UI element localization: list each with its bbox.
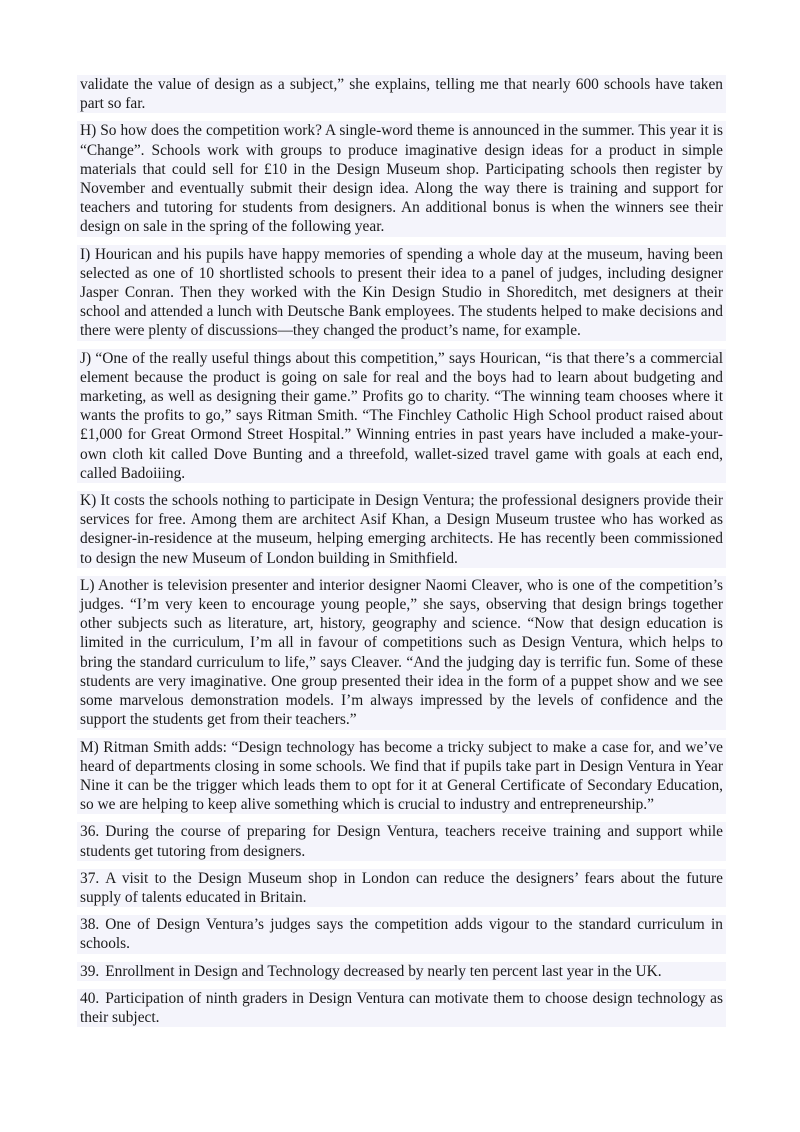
question-40 — [77, 989, 726, 1027]
paragraph-l: L) Another is television presenter and interior designer Naomi Cleaver, who is one of the competition’s judges. “I’m very keen to encourage young people,” she says, observing that design brings together other subjects such as literature, art, history, geography and science. “Now that design education is limited in the curriculum, I’m all in favour of competitions such as Design Ventura, which helps to bring the standard curriculum to life,” says Cleaver. “And the judging day is terrific fun. Some of these students are very imaginative. One group presented their idea in the form of a puppet show and we see some marvelous demonstration models. I’m always impressed by the levels of confidence and the support the students get from their teachers.” — [77, 576, 726, 730]
paragraph-h: H) So how does the competition work? A single-word theme is announced in the summer. This year it is “Change”. Schools work with groups to produce imaginative design ideas for a product in simple materials that could sell for £10 in the Design Museum shop. Participating schools then register by November and eventually submit their design idea. Along the way there is training and support for teachers and tutoring for students from designers. An additional bonus is when the winners see their design on sale in the spring of the following year. — [77, 121, 726, 236]
paragraph-m: M) Ritman Smith adds: “Design technology has become a tricky subject to make a case for, and we’ve heard of departments closing in some schools. We find that if pupils take part in Design Ventura in Year Nine it can be the trigger which leads them to opt for it at General Certificate of Secondary Education, so we are helping to keep alive something which is crucial to industry and entrepreneurship.” — [77, 738, 726, 815]
question-36 — [77, 822, 726, 860]
question-text: During the course of preparing for Design Ventura, teachers receive training and support while students get tutoring from designers. — [80, 823, 723, 860]
question-number: 39. — [80, 962, 100, 980]
paragraph-k: K) It costs the schools nothing to participate in Design Ventura; the professional designers provide their services for free. Among them are architect Asif Khan, a Design Museum trustee who has worked as designer-in-residence at the museum, helping emerging architects. He has recently been commissioned to design the new Museum of London building in Smithfield. — [77, 491, 726, 568]
question-number: 37. — [80, 869, 100, 887]
question-text: Enrollment in Design and Technology decreased by nearly ten percent last year in the UK. — [105, 962, 662, 980]
question-37 — [77, 869, 726, 907]
question-text: Participation of ninth graders in Design Ventura can motivate them to choose design technology as their subject. — [80, 989, 723, 1026]
question-number: 40. — [80, 989, 100, 1007]
paragraph-j: J) “One of the really useful things about this competition,” says Hourican, “is that there’s a commercial element because the product is going on sale for real and the boys had to learn about budgeting and marketing, as well as designing their game.” Profits go to charity. “The winning team chooses where it wants the profits to go,” says Ritman Smith. “The Finchley Catholic High School product raised about £1,000 for Great Ormond Street Hospital.” Winning entries in past years have included a make-your-own cloth kit called Dove Bunting and a threefold, wallet-sized travel game with goals at each end, called Badoiiing. — [77, 349, 726, 483]
paragraph-g-continued: validate the value of design as a subject,” she explains, telling me that nearly 600 schools have taken part so far. — [77, 75, 726, 113]
question-text: One of Design Ventura’s judges says the competition adds vigour to the standard curriculum in schools. — [80, 916, 723, 953]
question-number: 38. — [80, 916, 100, 934]
question-text: A visit to the Design Museum shop in London can reduce the designers’ fears about the future supply of talents educated in Britain. — [80, 869, 723, 906]
question-38 — [77, 915, 726, 953]
question-number: 36. — [80, 823, 100, 841]
question-39 — [77, 962, 726, 981]
paragraph-i: I) Hourican and his pupils have happy memories of spending a whole day at the museum, having been selected as one of 10 shortlisted schools to present their idea to a panel of judges, including designer Jasper Conran. Then they worked with the Kin Design Studio in Shoreditch, met designers at their school and attended a lunch with Deutsche Bank employees. The students helped to make decisions and there were plenty of discussions—they changed the product’s name, for example. — [77, 245, 726, 341]
